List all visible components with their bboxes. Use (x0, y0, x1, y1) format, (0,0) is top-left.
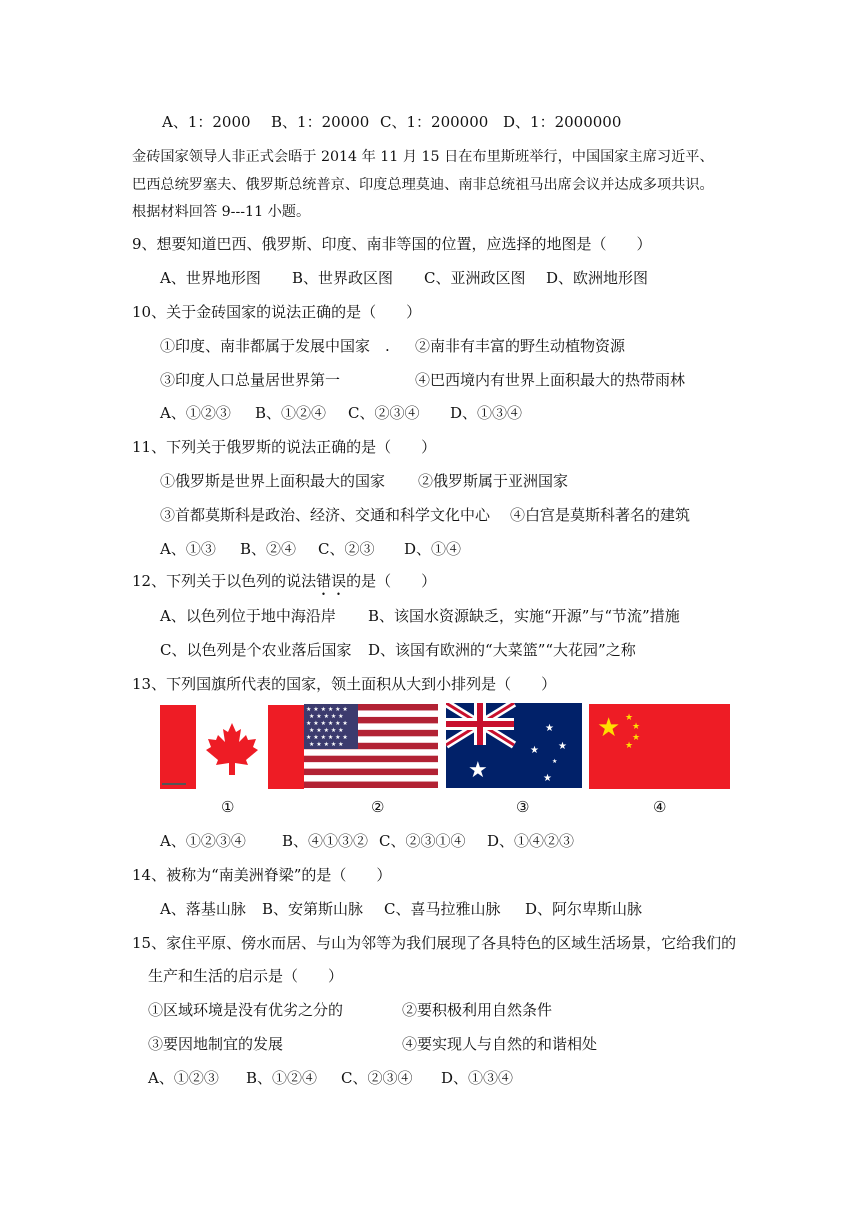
q11-stem: 11、下列关于俄罗斯的说法正确的是（ ） (132, 438, 437, 456)
svg-text:★: ★ (625, 741, 634, 751)
svg-text:★: ★ (545, 723, 554, 734)
q12-option-c: C、以色列是个农业落后国家 (160, 641, 352, 659)
q14-option-c: C、喜马拉雅山脉 (384, 900, 501, 918)
q15-option-b: B、①②④ (246, 1069, 318, 1087)
q10-statement-2: ②南非有丰富的野生动植物资源 (415, 337, 626, 355)
q15-stem-line-2: 生产和生活的启示是（ ） (148, 967, 344, 985)
svg-text:★: ★ (543, 773, 552, 784)
q10-option-d: D、①③④ (450, 404, 523, 422)
flag-label-3: ③ (516, 798, 530, 816)
q11-option-a: A、①③ (160, 540, 216, 558)
svg-text:★ ★ ★ ★ ★: ★ ★ ★ ★ ★ (309, 741, 344, 748)
svg-text:★: ★ (632, 722, 641, 732)
svg-text:★: ★ (632, 733, 641, 743)
q8-option-b: B、1：20000 (271, 113, 370, 131)
usa-flag (304, 704, 438, 788)
q15-stem-line-1: 15、家住平原、傍水而居、与山为邻等为我们展现了各具特色的区域生活场景，它给我们的 (132, 934, 737, 952)
australia-flag (446, 703, 582, 788)
material-line-2: 巴西总统罗塞夫、俄罗斯总统普京、印度总理莫迪、南非总统祖马出席会议并达成多项共识。 (132, 177, 714, 193)
q12-option-d: D、该国有欧洲的“大菜篮”“大花园”之称 (368, 641, 636, 659)
q13-stem: 13、下列国旗所代表的国家，领土面积从大到小排列是（ ） (132, 675, 557, 693)
q10-statement-3: ③印度人口总量居世界第一 (160, 371, 341, 389)
q10-statement-1: ①印度、南非都属于发展中国家 . (160, 337, 390, 355)
flag-label-1: ① (221, 798, 235, 816)
q14-option-d: D、阿尔卑斯山脉 (525, 900, 643, 918)
q12-stem (132, 572, 436, 599)
svg-text:★: ★ (552, 758, 558, 765)
flag-label-2: ② (371, 798, 385, 816)
svg-text:★ ★ ★ ★ ★: ★ ★ ★ ★ ★ (309, 727, 344, 734)
material-line-1: 金砖国家领导人非正式会晤于 2014 年 11 月 15 日在布里斯班举行，中国国家主席习近平、 (132, 149, 714, 165)
q9-option-d: D、欧洲地形图 (546, 269, 649, 287)
q9-option-c: C、亚洲政区图 (424, 269, 526, 287)
q10-stem: 10、关于金砖国家的说法正确的是（ ） (132, 303, 422, 321)
q12-option-b: B、该国水资源缺乏，实施“开源”与“节流”措施 (368, 607, 680, 625)
svg-text:★: ★ (530, 745, 539, 756)
q13-option-a: A、①②③④ (160, 832, 246, 850)
q12-stem-emphasis: 错误 (316, 572, 347, 590)
q15-statement-4: ④要实现人与自然的和谐相处 (402, 1035, 598, 1053)
q11-option-c: C、②③ (318, 540, 375, 558)
q8-option-d: D、1：2000000 (503, 113, 622, 131)
q13-option-d: D、①④②③ (487, 832, 575, 850)
svg-text:★: ★ (558, 741, 567, 752)
svg-text:★ ★ ★ ★ ★ ★: ★ ★ ★ ★ ★ ★ (306, 734, 348, 741)
q15-option-d: D、①③④ (441, 1069, 514, 1087)
svg-text:★ ★ ★ ★ ★ ★: ★ ★ ★ ★ ★ ★ (306, 706, 348, 713)
canada-flag (160, 705, 304, 789)
q8-option-a: A、1：2000 (162, 113, 251, 131)
q11-statement-2: ②俄罗斯属于亚洲国家 (418, 472, 569, 490)
q11-statement-1: ①俄罗斯是世界上面积最大的国家 (160, 472, 386, 490)
material-line-3: 根据材料回答 9---11 小题。 (132, 204, 311, 220)
q10-option-b: B、①②④ (255, 404, 327, 422)
q13-option-c: C、②③①④ (379, 832, 466, 850)
q14-option-b: B、安第斯山脉 (262, 900, 364, 918)
q13-option-b: B、④①③② (282, 832, 369, 850)
q12-stem-pre: 12、下列关于以色列的说法 (132, 572, 317, 590)
q15-option-c: C、②③④ (341, 1069, 413, 1087)
q11-option-b: B、②④ (240, 540, 297, 558)
q15-option-a: A、①②③ (148, 1069, 219, 1087)
svg-text:★: ★ (597, 713, 621, 743)
q9-stem: 9、想要知道巴西、俄罗斯、印度、南非等国的位置，应选择的地图是（ ） (132, 235, 652, 253)
svg-text:★ ★ ★ ★ ★: ★ ★ ★ ★ ★ (309, 713, 344, 720)
q11-option-d: D、①④ (404, 540, 462, 558)
q15-statement-3: ③要因地制宜的发展 (148, 1035, 284, 1053)
svg-text:★: ★ (468, 758, 488, 783)
q10-option-a: A、①②③ (160, 404, 231, 422)
q15-statement-2: ②要积极利用自然条件 (402, 1001, 553, 1019)
q12-option-a: A、以色列位于地中海沿岸 (160, 607, 336, 625)
china-flag (589, 704, 730, 789)
q10-option-c: C、②③④ (348, 404, 420, 422)
svg-text:★: ★ (625, 713, 634, 723)
q10-statement-4: ④巴西境内有世界上面积最大的热带雨林 (415, 371, 686, 389)
q9-option-b: B、世界政区图 (292, 269, 394, 287)
flag-label-4: ④ (653, 798, 667, 816)
q8-option-c: C、1：200000 (380, 113, 489, 131)
q12-stem-post: 的是（ ） (346, 572, 437, 590)
q9-option-a: A、世界地形图 (160, 269, 261, 287)
q11-statement-3: ③首都莫斯科是政治、经济、交通和科学文化中心 (160, 506, 491, 524)
q14-stem: 14、被称为“南美洲脊梁”的是（ ） (132, 866, 392, 884)
svg-text:★ ★ ★ ★ ★ ★: ★ ★ ★ ★ ★ ★ (306, 720, 348, 727)
q15-statement-1: ①区域环境是没有优劣之分的 (148, 1001, 344, 1019)
q14-option-a: A、落基山脉 (160, 900, 246, 918)
q11-statement-4: ④白宫是莫斯科著名的建筑 (510, 506, 691, 524)
